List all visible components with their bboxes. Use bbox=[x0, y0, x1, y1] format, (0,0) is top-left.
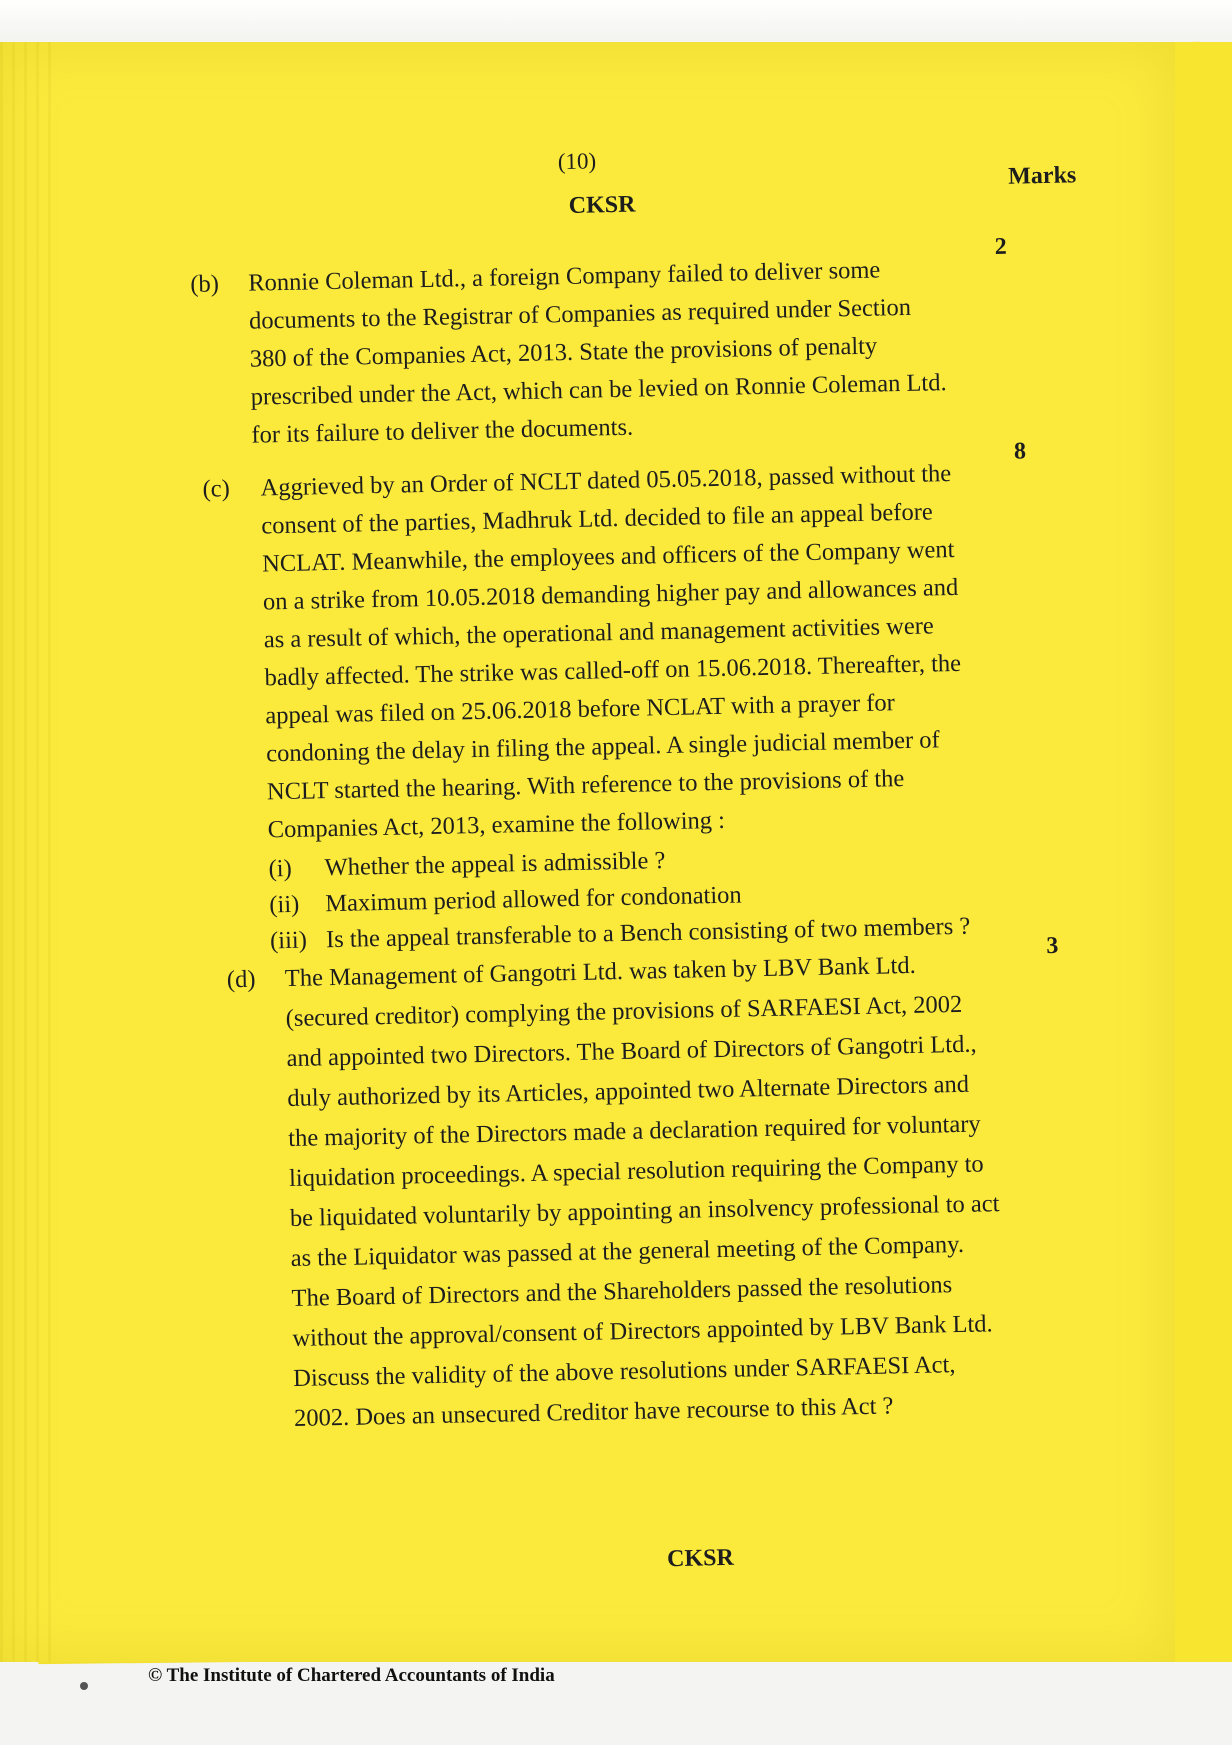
sub-question-label: (iii) bbox=[269, 926, 308, 955]
paper-right-edge bbox=[1175, 42, 1232, 1662]
sub-question-label: (ii) bbox=[269, 890, 300, 919]
question-c bbox=[202, 455, 972, 961]
question-label: (d) bbox=[226, 965, 256, 994]
question-text: Ronnie Coleman Ltd., a foreign Company failed to deliver some documents to the Registrar of Companies as required under Section 380 of the Companies Act, 2013. State the provisions of penalty prescribed under the Act, which can be levied on Ronnie Coleman Ltd. for its failure to deliver the documents. bbox=[248, 256, 947, 449]
page-content bbox=[0, 31, 1194, 1675]
sub-question-text: Maximum period allowed for condonation bbox=[325, 881, 742, 918]
sub-question-text: Whether the appeal is admissible ? bbox=[324, 847, 666, 882]
question-c-marks: 8 bbox=[1013, 438, 1027, 465]
question-b-marks: 2 bbox=[994, 233, 1007, 261]
copyright-notice: © The Institute of Chartered Accountants of India bbox=[148, 1665, 555, 1686]
header-code: CKSR bbox=[568, 191, 636, 219]
exam-page bbox=[0, 42, 1175, 1662]
marks-heading: Marks bbox=[1007, 162, 1077, 190]
question-d bbox=[226, 944, 1006, 1440]
sub-question-text: Is the appeal transferable to a Bench consisting of two members ? bbox=[325, 912, 971, 954]
question-label: (c) bbox=[202, 475, 231, 503]
scan-speck bbox=[80, 1682, 88, 1690]
question-b bbox=[190, 250, 954, 456]
sub-question-list bbox=[268, 837, 972, 960]
question-d-marks: 3 bbox=[1046, 932, 1059, 960]
page-number: (10) bbox=[557, 148, 597, 175]
footer-code: CKSR bbox=[666, 1544, 735, 1573]
sub-question-label: (i) bbox=[268, 854, 292, 883]
question-label: (b) bbox=[190, 270, 220, 298]
question-text: Aggrieved by an Order of NCLT dated 05.05.2018, passed without the consent of the parties, Madhruk Ltd. decided to file an appeal before NCLAT. Meanwhile, the employees and officers of the Company went on a strike from 10.05.2018 demanding higher pay and allowances and as a result of which, the operational and management activities were badly affected. The strike was called-off on 15.06.2018. Thereafter, the appeal was filed on 25.06.2018 before NCLAT with a prayer for condoning the delay in filing the appeal. A single judicial member of NCLT started the hearing. With reference to the provisions of the Companies Act, 2013, examine the following : bbox=[260, 460, 962, 844]
question-text: The Management of Gangotri Ltd. was taken by LBV Bank Ltd. (secured creditor) complying the provisions of SARFAESI Act, 2002 and appointed two Directors. The Board of Directors of Gangotri Ltd., duly authorized by its Articles, appointed two Alternate Directors and the majority of the Directors made a declaration required for voluntary liquidation proceedings. A special resolution requiring the Company to be liquidated voluntarily by appointing an insolvency professional to act as the Liquidator was passed at the general meeting of the Company. The Board of Directors and the Shareholders passed the resolutions without the approval/consent of Directors appointed by LBV Bank Ltd. Discuss the validity of the above resolutions under SARFAESI Act, 2002. Does an unsecured Creditor have recourse to this Act ? bbox=[284, 951, 1000, 1432]
